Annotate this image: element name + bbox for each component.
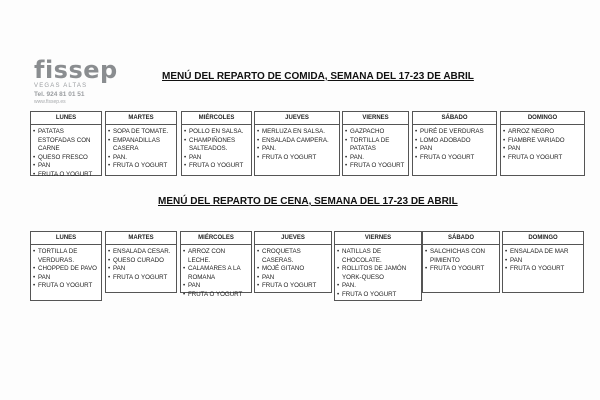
menu-item: • PAN [183, 282, 249, 291]
menu-item: • FRUTA O YOGURT [108, 274, 174, 283]
lunch-menu-title: MENÚ DEL REPARTO DE COMIDA, SEMANA DEL 17-23 DE ABRIL [162, 71, 474, 82]
menu-item: • PATATAS ESTOFADAS CON CARNE [33, 128, 99, 154]
day-menu [106, 245, 176, 284]
menu-item: • PAN [33, 162, 99, 171]
menu-item-list [415, 128, 494, 162]
menu-item-list [257, 128, 337, 162]
day-menu [31, 245, 101, 293]
menu-item-list [345, 128, 406, 171]
day-menu [106, 125, 176, 173]
day-header: SÁBADO [423, 232, 499, 245]
day-menu [31, 125, 101, 182]
menu-item: • TORTILLA DE VERDURAS. [33, 248, 99, 265]
day-header: DOMINGO [503, 232, 583, 245]
menu-item: • SOPA DE TOMATE. [108, 128, 174, 137]
menu-item: • PAN [505, 257, 581, 266]
menu-item: • NATILLAS DE CHOCOLATE. [337, 248, 419, 265]
dinner-day-6 [502, 231, 584, 293]
dinner-day-3 [254, 231, 332, 293]
menu-item-list [33, 248, 99, 291]
menu-item: • FRUTA O YOGURT [108, 162, 174, 171]
menu-item-list [183, 248, 249, 300]
day-menu [501, 125, 584, 164]
menu-item: • ARROZ CON LECHE. [183, 248, 249, 265]
menu-item: • FRUTA O YOGURT [345, 162, 406, 171]
menu-item-list [505, 248, 581, 274]
menu-item: • FRUTA O YOGURT [257, 154, 337, 163]
day-header: MIÉRCOLES [182, 112, 251, 125]
menu-item: • FRUTA O YOGURT [415, 154, 494, 163]
day-menu [181, 245, 251, 302]
menu-item: • PAN [503, 145, 582, 154]
dinner-day-0 [30, 231, 102, 301]
menu-item: • PAN [257, 274, 329, 283]
day-header: VIERNES [335, 232, 421, 245]
day-menu [182, 125, 251, 173]
menu-item: • CHOPPED DE PAVO [33, 265, 99, 274]
day-menu [255, 125, 339, 164]
menu-item: • POLLO EN SALSA. [184, 128, 249, 137]
lunch-day-6 [500, 111, 585, 176]
lunch-day-1 [105, 111, 177, 176]
menu-item: • FRUTA O YOGURT [505, 265, 581, 274]
menu-item-list [108, 128, 174, 171]
day-header: SÁBADO [413, 112, 496, 125]
menu-item: • ARROZ NEGRO [503, 128, 582, 137]
menu-item: • FRUTA O YOGURT [337, 291, 419, 300]
menu-item: • FRUTA O YOGURT [33, 171, 99, 180]
menu-item: • FIAMBRE VARIADO [503, 137, 582, 146]
menu-item: • ENSALADA CESAR. [108, 248, 174, 257]
menu-item: • ENSALADA CAMPERA. [257, 137, 337, 146]
menu-item: • PAN. [345, 154, 406, 163]
day-menu [255, 245, 331, 293]
menu-item: • ENSALADA DE MAR [505, 248, 581, 257]
day-menu [413, 125, 496, 164]
menu-item-list [503, 128, 582, 162]
menu-item: • PAN [33, 274, 99, 283]
menu-item-list [337, 248, 419, 300]
day-header: JUEVES [255, 112, 339, 125]
menu-item: • CHAMPIÑONES SALTEADOS. [184, 137, 249, 154]
day-menu [335, 245, 421, 302]
menu-item: • SALCHICHAS CON PIMIENTO [425, 248, 497, 265]
menu-item: • FRUTA O YOGURT [184, 162, 249, 171]
menu-item: • CROQUETAS CASERAS. [257, 248, 329, 265]
menu-item: • ROLLITOS DE JAMÓN YORK-QUESO [337, 265, 419, 282]
menu-item: • LOMO ADOBADO [415, 137, 494, 146]
logo-phone: Tel. 924 81 01 51 [34, 91, 85, 98]
menu-item-list [33, 128, 99, 180]
logo-website: www.fissep.es [34, 99, 66, 105]
menu-item: • PAN. [108, 154, 174, 163]
dinner-day-5 [422, 231, 500, 293]
menu-item: • FRUTA O YOGURT [257, 282, 329, 291]
menu-item: • FRUTA O YOGURT [425, 265, 497, 274]
menu-item: • PAN. [337, 282, 419, 291]
lunch-day-5 [412, 111, 497, 176]
menu-item-list [257, 248, 329, 291]
dinner-day-4 [334, 231, 422, 301]
day-header: MARTES [106, 112, 176, 125]
day-header: LUNES [31, 232, 101, 245]
menu-item: • EMPANADILLAS CASERA [108, 137, 174, 154]
menu-item: • QUESO CURADO [108, 257, 174, 266]
lunch-day-2 [181, 111, 252, 176]
logo-name: fissep [34, 56, 118, 84]
day-header: MARTES [106, 232, 176, 245]
menu-item-list [425, 248, 497, 274]
fissep-logo [34, 58, 134, 105]
menu-item: • GAZPACHO [345, 128, 406, 137]
dinner-day-1 [105, 231, 177, 293]
day-menu [503, 245, 583, 276]
logo-subtitle: VEGAS ALTAS [34, 83, 88, 89]
day-header: MIÉRCOLES [181, 232, 251, 245]
day-header: VIERNES [343, 112, 408, 125]
menu-item: • PAN [108, 265, 174, 274]
menu-item: • PAN [415, 145, 494, 154]
menu-item: • FRUTA O YOGURT [183, 291, 249, 300]
dinner-day-2 [180, 231, 252, 298]
day-header: LUNES [31, 112, 101, 125]
menu-item: • MERLUZA EN SALSA. [257, 128, 337, 137]
menu-item: • MOJÉ GITANO [257, 265, 329, 274]
day-header: DOMINGO [501, 112, 584, 125]
lunch-day-4 [342, 111, 409, 176]
dinner-menu-title: MENÚ DEL REPARTO DE CENA, SEMANA DEL 17-23 DE ABRIL [158, 196, 458, 207]
lunch-day-0 [30, 111, 102, 176]
menu-item-list [108, 248, 174, 282]
menu-item: • QUESO FRESCO [33, 154, 99, 163]
menu-item: • PURÉ DE VERDURAS [415, 128, 494, 137]
day-menu [423, 245, 499, 276]
menu-item-list [184, 128, 249, 171]
lunch-day-3 [254, 111, 340, 176]
day-menu [343, 125, 408, 173]
menu-item: • TORTILLA DE PATATAS [345, 137, 406, 154]
menu-item: • FRUTA O YOGURT [33, 282, 99, 291]
menu-item: • PAN [184, 154, 249, 163]
day-header: JUEVES [255, 232, 331, 245]
menu-item: • PAN. [257, 145, 337, 154]
menu-item: • FRUTA O YOGURT [503, 154, 582, 163]
menu-item: • CALAMARES A LA ROMANA [183, 265, 249, 282]
